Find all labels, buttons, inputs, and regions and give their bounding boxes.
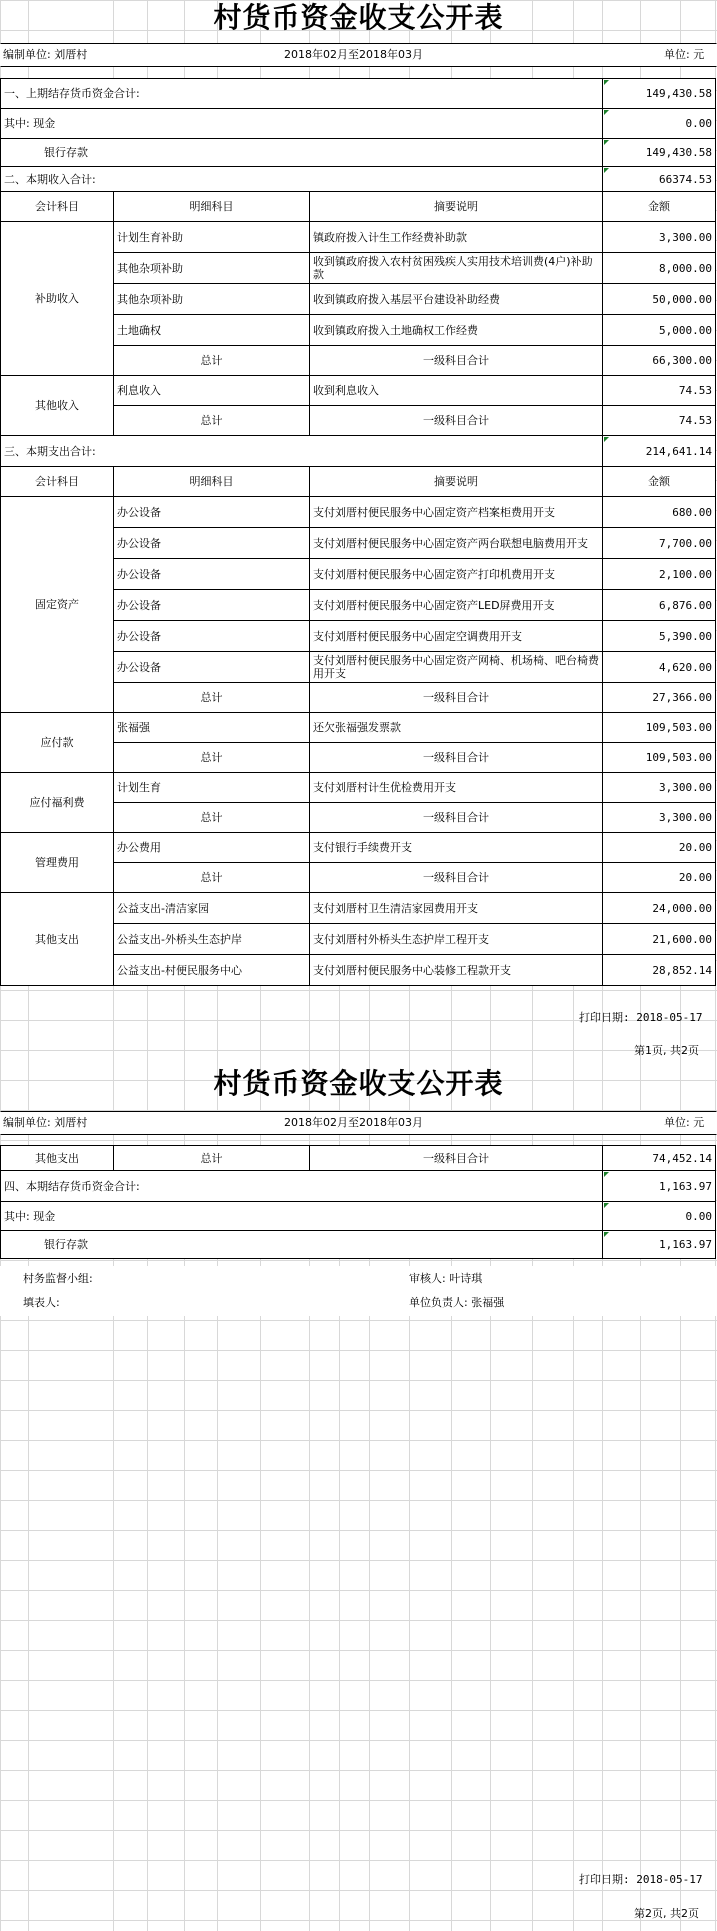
signature-area — [0, 1266, 717, 1316]
subtotal-label — [113, 682, 310, 713]
subtotal-amount — [602, 405, 716, 436]
subtotal-desc — [309, 802, 603, 833]
description — [309, 314, 603, 346]
closing-cash-label — [0, 1201, 603, 1231]
gridline — [0, 1710, 717, 1711]
subtotal-label-text: 总计 — [200, 414, 223, 427]
currency-unit: 单位: 元 — [664, 48, 705, 61]
amount — [602, 892, 716, 924]
description — [309, 832, 603, 863]
column-header — [602, 466, 716, 497]
opening-bank-label-text: 银行存款 — [44, 146, 88, 159]
subtotal-amount — [602, 802, 716, 833]
description — [309, 221, 603, 253]
page-number: 第2页, 共2页 — [634, 1907, 699, 1920]
amount — [602, 712, 716, 743]
gridline — [0, 1890, 717, 1891]
closing-bank-value — [602, 1230, 716, 1259]
cell-marker-icon — [604, 80, 609, 85]
description-text: 收到利息收入 — [313, 384, 379, 397]
description — [309, 558, 603, 590]
detail-account-text: 办公设备 — [117, 505, 161, 519]
column-header — [113, 191, 310, 222]
amount — [602, 651, 716, 683]
income-total-label — [0, 166, 603, 192]
column-header-text: 金额 — [648, 475, 670, 488]
description-text: 收到镇政府拨入土地确权工作经费 — [313, 323, 478, 337]
column-header-text: 明细科目 — [189, 200, 234, 213]
account-subject — [0, 496, 114, 713]
amount-text: 2,100.00 — [659, 567, 712, 581]
detail-account — [113, 496, 310, 528]
detail-account — [113, 712, 310, 743]
detail-account — [113, 954, 310, 986]
opening-total-value — [602, 78, 716, 109]
detail-account — [113, 375, 310, 406]
gridline — [0, 1350, 717, 1351]
description-text: 支付银行手续费开支 — [313, 841, 412, 854]
opening-bank-label — [0, 138, 603, 167]
report-period: 2018年02月至2018年03月 — [284, 1116, 423, 1129]
gridline — [0, 1410, 717, 1411]
account-subject — [0, 221, 114, 376]
amount-text: 50,000.00 — [652, 292, 712, 306]
subtotal-amount-text: 20.00 — [678, 871, 712, 884]
gridline — [0, 1470, 717, 1471]
subtotal-amount — [602, 682, 716, 713]
subtotal-desc — [309, 682, 603, 713]
gridline — [0, 1500, 717, 1501]
amount-text: 8,000.00 — [659, 261, 712, 275]
amount-text: 28,852.14 — [652, 963, 712, 977]
column-header — [309, 466, 603, 497]
column-header — [602, 191, 716, 222]
description-text: 支付刘厝村外桥头生态护岸工程开支 — [313, 932, 489, 946]
opening-total-label-text: 一、上期结存货币资金合计: — [4, 87, 140, 100]
amount — [602, 954, 716, 986]
column-header-text: 金额 — [648, 200, 670, 213]
account-subject-text: 应付福利费 — [29, 796, 85, 809]
opening-bank-value-text: 149,430.58 — [645, 146, 712, 159]
description-text: 支付刘厝村便民服务中心固定空调费用开支 — [313, 629, 522, 643]
expense-total-label-text: 三、本期支出合计: — [4, 444, 96, 458]
gridline — [0, 1140, 717, 1141]
amount-text: 5,000.00 — [659, 323, 712, 337]
detail-account-text: 公益支出-清洁家园 — [117, 901, 209, 915]
gridline — [0, 1740, 717, 1741]
account-subject — [0, 832, 114, 893]
subtotal-label-text: 总计 — [200, 871, 223, 884]
amount — [602, 283, 716, 315]
closing-total-label-text: 四、本期结存货币资金合计: — [4, 1179, 140, 1193]
compiling-unit: 编制单位: 刘厝村 — [3, 48, 88, 61]
description — [309, 923, 603, 955]
amount — [602, 589, 716, 621]
amount-text: 24,000.00 — [652, 901, 712, 915]
subtotal-desc-text: 一级科目合计 — [423, 811, 489, 824]
detail-account — [113, 651, 310, 683]
account-subject — [0, 375, 114, 436]
amount-text: 7,700.00 — [659, 536, 712, 550]
detail-account — [113, 527, 310, 559]
detail-account — [113, 589, 310, 621]
description-text: 收到镇政府拨入农村贫困残疾人实用技术培训费(4户)补助款 — [313, 255, 593, 281]
amount — [602, 527, 716, 559]
compiling-unit: 编制单位: 刘厝村 — [3, 1116, 88, 1129]
description-text: 支付刘厝村计生优检费用开支 — [313, 781, 456, 794]
gridline — [0, 1530, 717, 1531]
description — [309, 375, 603, 406]
cell-marker-icon — [604, 437, 609, 442]
cell-marker-icon — [604, 110, 609, 115]
subtotal-label — [113, 742, 310, 773]
amount-text: 680.00 — [672, 505, 712, 519]
account-subject — [0, 1145, 114, 1171]
amount-text: 3,300.00 — [659, 230, 712, 244]
gridline — [0, 1260, 717, 1261]
page-title: 村货币资金收支公开表 — [213, 1, 504, 34]
detail-account — [113, 772, 310, 803]
amount — [602, 772, 716, 803]
gridline — [0, 1920, 717, 1921]
gridline — [0, 1440, 717, 1441]
income-total-value — [602, 166, 716, 192]
subtotal-label — [113, 802, 310, 833]
description-text: 支付刘厝村便民服务中心固定资产档案柜费用开支 — [313, 505, 555, 519]
subtotal-desc-text: 一级科目合计 — [423, 354, 489, 367]
expense-total-value — [602, 435, 716, 467]
detail-account-text: 公益支出-村便民服务中心 — [117, 963, 242, 977]
description-text: 还欠张福强发票款 — [313, 721, 401, 734]
subtotal-label-text: 总计 — [200, 751, 223, 764]
subtotal-label — [113, 1145, 310, 1171]
detail-account-text: 计划生育补助 — [117, 230, 183, 244]
supervision-group: 村务监督小组: — [23, 1272, 93, 1285]
subtotal-amount-text: 74.53 — [678, 414, 712, 427]
opening-bank-value — [602, 138, 716, 167]
currency-unit: 单位: 元 — [664, 1116, 705, 1129]
amount-text: 6,876.00 — [659, 598, 712, 612]
cell-marker-icon — [604, 140, 609, 145]
amount-text: 5,390.00 — [659, 629, 712, 643]
expense-total-label — [0, 435, 603, 467]
preparer: 填表人: — [23, 1296, 60, 1309]
account-subject-text: 其他收入 — [35, 399, 79, 412]
description — [309, 651, 603, 683]
subtotal-desc-text: 一级科目合计 — [423, 1151, 489, 1165]
description-text: 支付刘厝村便民服务中心固定资产网椅、机场椅、吧台椅费用开支 — [313, 654, 599, 680]
closing-total-label — [0, 1170, 603, 1202]
description-text: 支付刘厝村卫生清洁家园费用开支 — [313, 901, 478, 915]
opening-total-label — [0, 78, 603, 109]
subtotal-label-text: 总计 — [200, 691, 223, 704]
subtotal-label — [113, 862, 310, 893]
subtotal-amount — [602, 862, 716, 893]
detail-account-text: 办公设备 — [117, 536, 161, 550]
account-subject-text: 其他支出 — [35, 932, 79, 946]
detail-account — [113, 221, 310, 253]
account-subject — [0, 892, 114, 986]
column-header — [0, 466, 114, 497]
column-header — [113, 466, 310, 497]
description-text: 支付刘厝村便民服务中心固定资产打印机费用开支 — [313, 567, 555, 581]
description — [309, 527, 603, 559]
description — [309, 954, 603, 986]
amount-text: 74.53 — [678, 384, 712, 397]
gridline — [0, 1590, 717, 1591]
description — [309, 620, 603, 652]
amount-text: 21,600.00 — [652, 932, 712, 946]
subtotal-desc-text: 一级科目合计 — [423, 691, 489, 704]
subtotal-amount-text: 27,366.00 — [652, 691, 712, 704]
page-title: 村货币资金收支公开表 — [213, 1067, 504, 1100]
gridline — [0, 1560, 717, 1561]
gridline — [0, 990, 717, 991]
detail-account-text: 公益支出-外桥头生态护岸 — [117, 932, 242, 946]
amount-text: 109,503.00 — [645, 721, 712, 734]
detail-account — [113, 283, 310, 315]
closing-bank-label-text: 银行存款 — [44, 1238, 88, 1251]
income-total-value-text: 66374.53 — [659, 172, 712, 186]
gridline — [0, 1620, 717, 1621]
account-subject-text: 固定资产 — [35, 598, 79, 611]
detail-account — [113, 892, 310, 924]
account-subject-text: 补助收入 — [35, 292, 79, 305]
amount — [602, 314, 716, 346]
closing-bank-value-text: 1,163.97 — [659, 1238, 712, 1251]
page-number: 第1页, 共2页 — [634, 1044, 699, 1057]
subtotal-amount — [602, 1145, 716, 1171]
print-date: 打印日期: 2018-05-17 — [579, 1873, 703, 1886]
gridline — [0, 1650, 717, 1651]
description-text: 收到镇政府拨入基层平台建设补助经费 — [313, 292, 500, 306]
account-subject — [0, 772, 114, 833]
description — [309, 252, 603, 284]
subtotal-amount-text: 109,503.00 — [645, 751, 712, 764]
detail-account-text: 张福强 — [117, 721, 150, 734]
subtotal-amount — [602, 742, 716, 773]
closing-cash-value — [602, 1201, 716, 1231]
description-text: 支付刘厝村便民服务中心装修工程款开支 — [313, 963, 511, 977]
account-subject-text: 应付款 — [40, 736, 74, 749]
subtotal-amount-text: 66,300.00 — [652, 354, 712, 367]
subtotal-desc — [309, 345, 603, 376]
opening-total-value-text: 149,430.58 — [645, 87, 712, 100]
gridline — [0, 1380, 717, 1381]
print-date: 打印日期: 2018-05-17 — [579, 1011, 703, 1024]
detail-account — [113, 314, 310, 346]
subtotal-desc — [309, 405, 603, 436]
amount-text: 4,620.00 — [659, 660, 712, 674]
detail-account-text: 计划生育 — [117, 781, 161, 794]
detail-account-text: 其他杂项补助 — [117, 292, 183, 306]
detail-account-text: 土地确权 — [117, 323, 161, 337]
subtotal-amount — [602, 345, 716, 376]
detail-account-text: 办公设备 — [117, 629, 161, 643]
gridline — [0, 1830, 717, 1831]
detail-account-text: 办公费用 — [117, 841, 161, 854]
cell-marker-icon — [604, 168, 609, 173]
opening-cash-value — [602, 108, 716, 139]
subtotal-desc — [309, 862, 603, 893]
cell-marker-icon — [604, 1232, 609, 1237]
detail-account-text: 办公设备 — [117, 660, 161, 674]
cell-marker-icon — [604, 1203, 609, 1208]
opening-cash-value-text: 0.00 — [685, 117, 712, 130]
detail-account-text: 办公设备 — [117, 567, 161, 581]
subtotal-label — [113, 405, 310, 436]
amount — [602, 832, 716, 863]
gridline — [0, 1050, 717, 1051]
amount-text: 3,300.00 — [659, 781, 712, 794]
subtotal-amount-text: 3,300.00 — [659, 811, 712, 824]
detail-account — [113, 558, 310, 590]
subtotal-label — [113, 345, 310, 376]
subtotal-desc — [309, 1145, 603, 1171]
description-text: 支付刘厝村便民服务中心固定资产两台联想电脑费用开支 — [313, 536, 588, 550]
subtotal-label-text: 总计 — [200, 354, 223, 367]
amount — [602, 620, 716, 652]
subtotal-label-text: 总计 — [200, 811, 223, 824]
account-subject-text: 管理费用 — [35, 856, 79, 869]
gridline — [0, 1770, 717, 1771]
gridline — [0, 1800, 717, 1801]
column-header-text: 会计科目 — [35, 475, 79, 488]
description — [309, 892, 603, 924]
unit-responsible: 单位负责人: 张福强 — [409, 1296, 505, 1309]
subtotal-amount-text: 74,452.14 — [652, 1151, 712, 1165]
detail-account-text: 利息收入 — [117, 384, 161, 397]
amount — [602, 496, 716, 528]
column-header-text: 明细科目 — [189, 475, 234, 488]
account-subject — [0, 712, 114, 773]
description — [309, 496, 603, 528]
closing-total-value — [602, 1170, 716, 1202]
expense-total-value-text: 214,641.14 — [645, 444, 712, 458]
amount — [602, 923, 716, 955]
column-header-text: 摘要说明 — [434, 475, 478, 488]
detail-account — [113, 832, 310, 863]
detail-account — [113, 923, 310, 955]
closing-total-value-text: 1,163.97 — [659, 1179, 712, 1193]
column-header-text: 摘要说明 — [434, 200, 478, 213]
amount-text: 20.00 — [678, 841, 712, 854]
description-text: 镇政府拨入计生工作经费补助款 — [313, 230, 467, 244]
detail-account — [113, 252, 310, 284]
closing-cash-value-text: 0.00 — [685, 1209, 712, 1223]
description — [309, 772, 603, 803]
column-header — [0, 191, 114, 222]
gridline — [0, 1680, 717, 1681]
amount — [602, 252, 716, 284]
subtotal-label-text: 总计 — [200, 1151, 223, 1165]
income-total-label-text: 二、本期收入合计: — [4, 172, 96, 186]
description — [309, 283, 603, 315]
detail-account-text: 办公设备 — [117, 598, 161, 612]
amount — [602, 375, 716, 406]
report-period: 2018年02月至2018年03月 — [284, 48, 423, 61]
opening-cash-label — [0, 108, 603, 139]
subtotal-desc-text: 一级科目合计 — [423, 751, 489, 764]
subtotal-desc — [309, 742, 603, 773]
subtotal-desc-text: 一级科目合计 — [423, 414, 489, 427]
subtotal-desc-text: 一级科目合计 — [423, 871, 489, 884]
closing-bank-label — [0, 1230, 603, 1259]
description-text: 支付刘厝村便民服务中心固定资产LED屏费用开支 — [313, 598, 555, 612]
amount — [602, 221, 716, 253]
gridline — [0, 1860, 717, 1861]
column-header-text: 会计科目 — [35, 200, 79, 213]
detail-account-text: 其他杂项补助 — [117, 261, 183, 275]
detail-account — [113, 620, 310, 652]
gridline — [0, 1320, 717, 1321]
description — [309, 589, 603, 621]
amount — [602, 558, 716, 590]
closing-cash-label-text: 其中: 现金 — [4, 1209, 56, 1223]
column-header — [309, 191, 603, 222]
cell-marker-icon — [604, 1172, 609, 1177]
account-subject-text: 其他支出 — [35, 1151, 79, 1165]
auditor: 审核人: 叶诗琪 — [409, 1272, 483, 1285]
opening-cash-label-text: 其中: 现金 — [4, 117, 56, 130]
description — [309, 712, 603, 743]
